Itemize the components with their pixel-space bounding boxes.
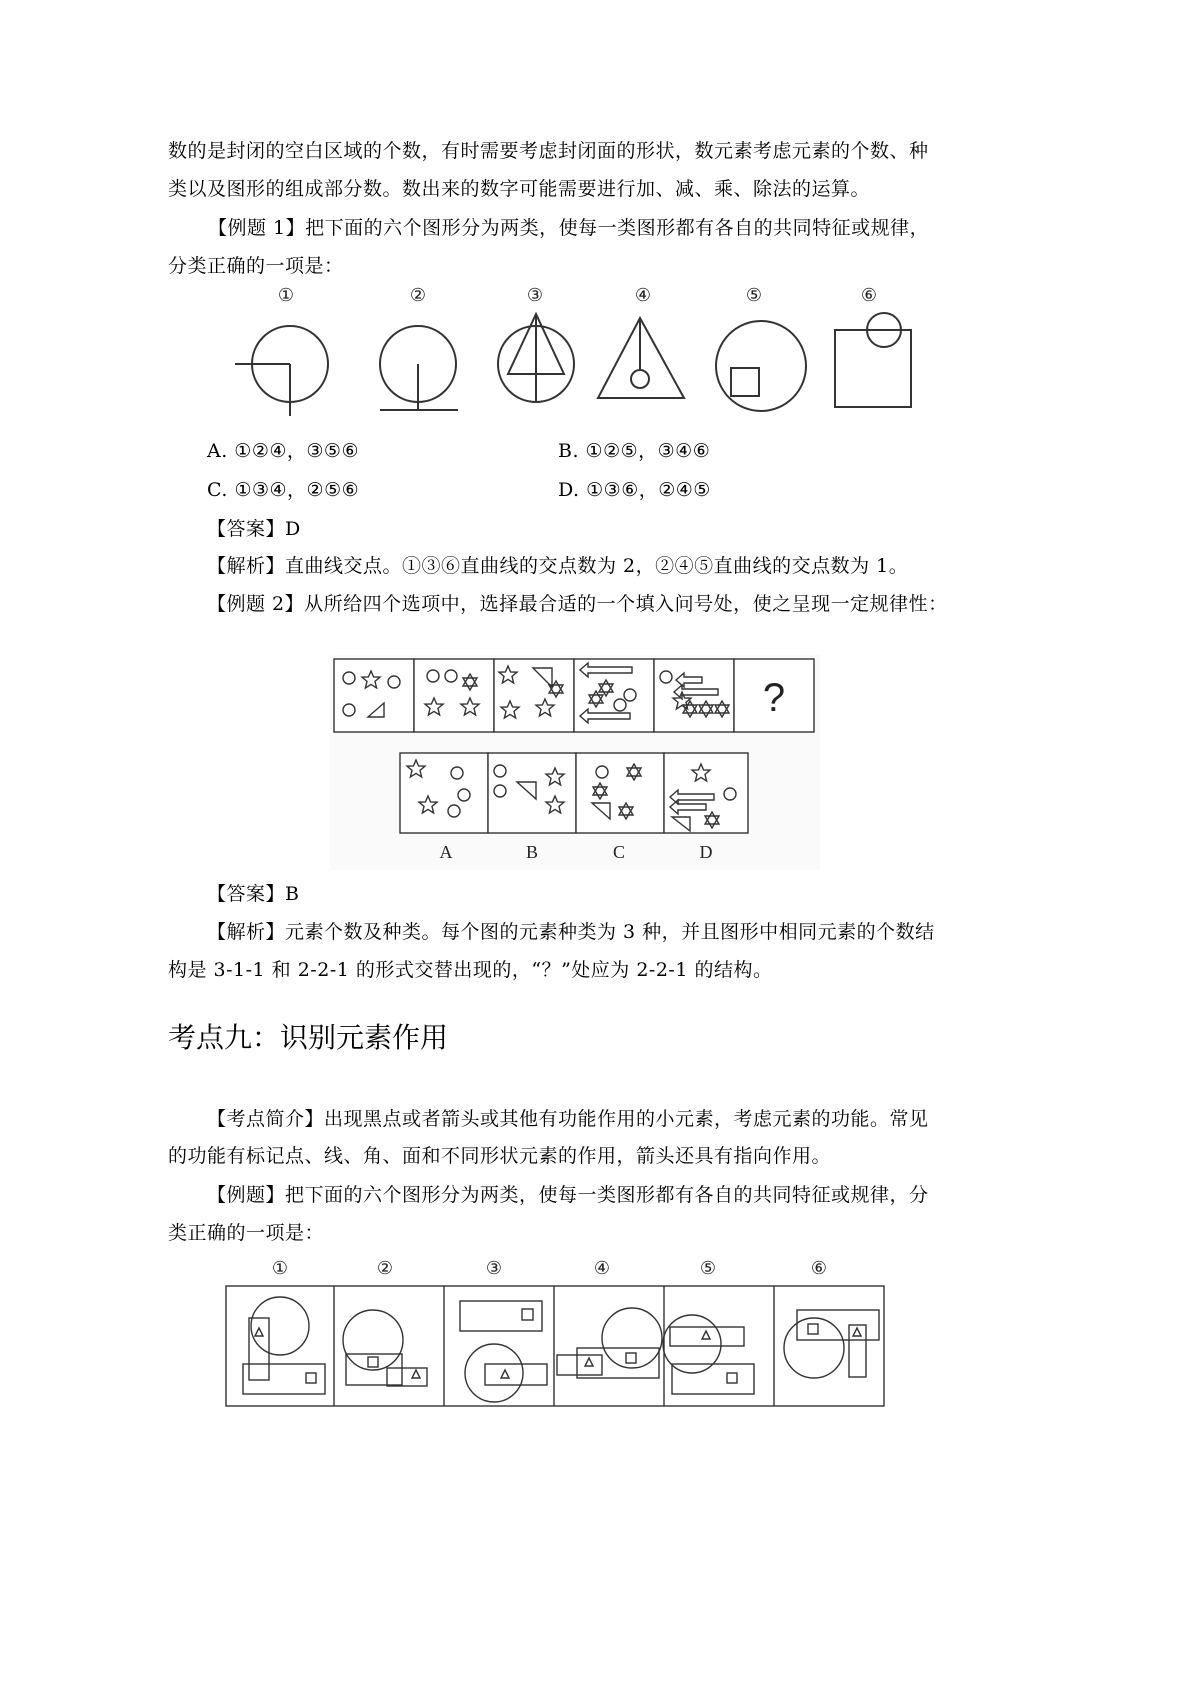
figure-6 — [835, 313, 911, 407]
option-b: B. ①②⑤，③④⑥ — [558, 440, 711, 462]
sequence-row — [334, 659, 814, 732]
option-d: D. ①③⑥，②④⑤ — [558, 479, 711, 501]
section-label-6: ⑥ — [810, 1258, 828, 1279]
figure-label-2: ② — [409, 285, 427, 306]
option-label-a: A — [439, 842, 453, 862]
section-figure-3 — [460, 1301, 547, 1402]
figure-label-1: ① — [277, 285, 295, 306]
paragraph-line: 数的是封闭的空白区域的个数，有时需要考虑封闭面的形状，数元素考虑元素的个数、种 — [168, 140, 929, 162]
section-intro-cont: 的功能有标记点、线、角、面和不同形状元素的作用，箭头还具有指向作用。 — [168, 1145, 832, 1167]
section-label-2: ② — [376, 1258, 394, 1279]
section-question: 【例题】把下面的六个图形分为两类，使每一类图形都有各自的共同特征或规律，分 — [207, 1184, 929, 1206]
figure-3 — [498, 314, 574, 402]
section-figures — [222, 1252, 892, 1412]
figure-label-row — [278, 285, 877, 306]
section-label-4: ④ — [593, 1258, 611, 1279]
section-figure-4 — [557, 1308, 662, 1378]
section-label-1: ① — [271, 1258, 289, 1279]
option-c: C. ①③④，②⑤⑥ — [207, 479, 360, 501]
example1-analysis: 【解析】直曲线交点。①③⑥直曲线的交点数为 2，②④⑤直曲线的交点数为 1。 — [207, 555, 909, 577]
example2-analysis-cont: 构是 3-1-1 和 2-2-1 的形式交替出现的，“？”处应为 2-2-1 的结构。 — [168, 959, 773, 981]
section-figure-2 — [343, 1310, 427, 1386]
section-title: 考点九：识别元素作用 — [168, 1021, 449, 1054]
section-figure-6 — [784, 1310, 879, 1378]
section-figure-labels — [272, 1258, 827, 1279]
figure-5 — [716, 321, 806, 411]
option-label-b: B — [525, 842, 539, 862]
section-question-cont: 类正确的一项是： — [168, 1222, 325, 1244]
figure-2 — [380, 326, 458, 410]
option-label-c: C — [612, 842, 626, 862]
example2-analysis: 【解析】元素个数及种类。每个图的元素种类为 3 种，并且图形中相同元素的个数结 — [207, 921, 935, 943]
question-mark: ? — [762, 676, 786, 720]
figure-label-6: ⑥ — [860, 285, 878, 306]
section-figure-5 — [663, 1315, 754, 1394]
option-label-d: D — [699, 842, 713, 862]
section-figure-1 — [243, 1297, 325, 1394]
figure-label-3: ③ — [526, 285, 544, 306]
section-label-3: ③ — [485, 1258, 503, 1279]
option-a: A. ①②④，③⑤⑥ — [207, 440, 359, 462]
figure-1 — [235, 326, 328, 416]
example1-question-cont: 分类正确的一项是： — [168, 255, 344, 277]
options-row — [400, 753, 748, 833]
figure-4 — [598, 318, 684, 398]
example2-answer: 【答案】B — [207, 883, 300, 905]
example1-question: 【例题 1】把下面的六个图形分为两类，使每一类图形都有各自的共同特征或规律， — [208, 217, 930, 239]
paragraph-line: 类以及图形的组成部分数。数出来的数字可能需要进行加、减、乘、除法的运算。 — [168, 178, 871, 200]
figure-label-4: ④ — [634, 285, 652, 306]
section-intro: 【考点简介】出现黑点或者箭头或其他有功能作用的小元素，考虑元素的功能。常见 — [207, 1108, 929, 1130]
figure-label-5: ⑤ — [745, 285, 763, 306]
example1-answer: 【答案】D — [207, 518, 301, 540]
section-label-5: ⑤ — [699, 1258, 717, 1279]
example2-figure — [330, 655, 820, 870]
example1-figures — [228, 284, 948, 424]
example2-question: 【例题 2】从所给四个选项中，选择最合适的一个填入问号处，使之呈现一定规律性： — [207, 593, 948, 615]
